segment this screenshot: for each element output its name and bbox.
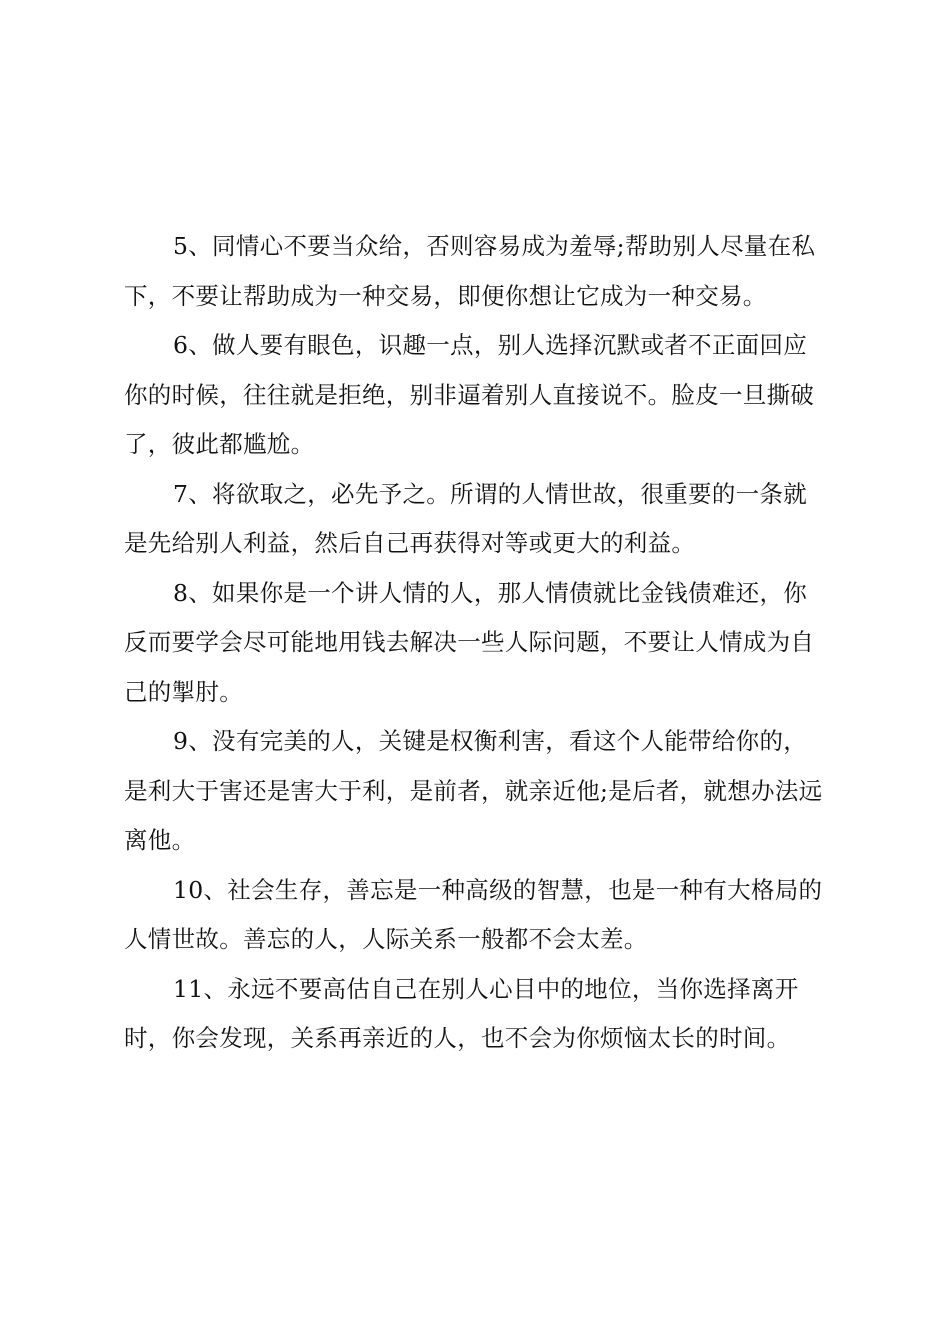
paragraph-8: 8、如果你是一个讲人情的人，那人情债就比金钱债难还，你反而要学会尽可能地用钱去解决一些人际问题，不要让人情成为自己的掣肘。 (124, 578, 815, 706)
paragraph-5: 5、同情心不要当众给，否则容易成为羞辱;帮助别人尽量在私下，不要让帮助成为一种交易，即便你想让它成为一种交易。 (124, 232, 816, 310)
paragraph-11: 11、永远不要高估自己在别人心目中的地位，当你选择离开时，你会发现，关系再亲近的人，也不会为你烦恼太长的时间。 (124, 974, 799, 1052)
paragraph-6: 6、做人要有眼色，识趣一点，别人选择沉默或者不正面回应你的时候，往往就是拒绝，别非逼着别人直接说不。脸皮一旦撕破了，彼此都尴尬。 (124, 331, 815, 458)
paragraph-10: 10、社会生存，善忘是一种高级的智慧，也是一种有大格局的人情世故。善忘的人，人际关系一般都不会太差。 (124, 875, 823, 953)
document-body (124, 222, 824, 1064)
paragraph-9: 9、没有完美的人，关键是权衡利害，看这个人能带给你的，是利大于害还是害大于利，是前者，就亲近他;是后者，就想办法远离他。 (124, 727, 823, 854)
paragraph-7: 7、将欲取之，必先予之。所谓的人情世故，很重要的一条就是先给别人利益，然后自己再获得对等或更大的利益。 (124, 479, 808, 557)
